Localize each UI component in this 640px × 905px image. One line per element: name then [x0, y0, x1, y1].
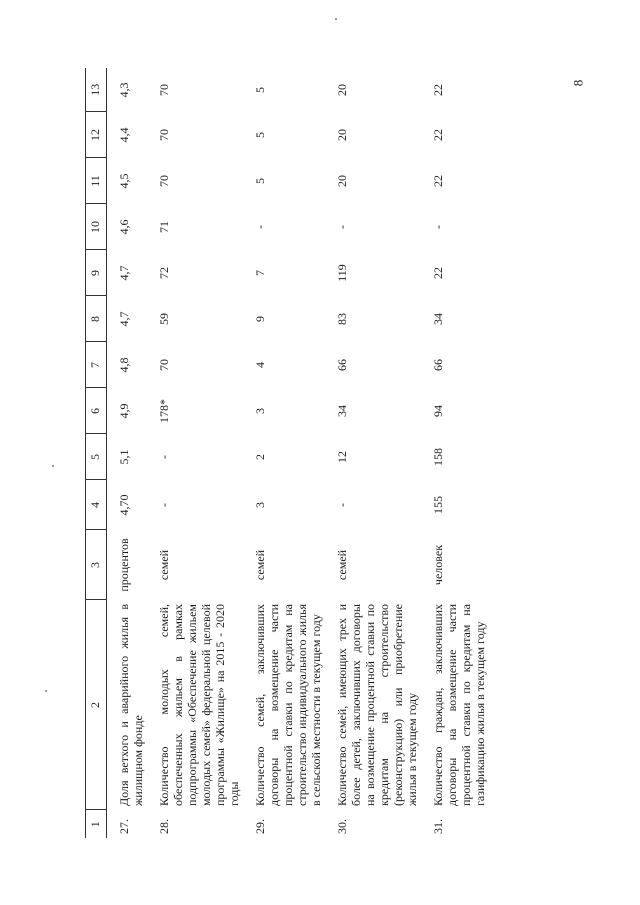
row-number: 30.: [335, 819, 349, 834]
value-cell: -: [431, 225, 445, 229]
table-row: [107, 68, 148, 838]
value-cell: -: [253, 225, 267, 229]
value-cell: 70: [157, 84, 171, 96]
value-cell: -: [157, 455, 171, 459]
value-cell: 70: [157, 359, 171, 371]
unit-cell: семей: [335, 549, 349, 581]
value-cell: 71: [157, 221, 171, 233]
value-cell: 4,5: [117, 173, 131, 189]
value-cell: 5,1: [117, 449, 131, 465]
value-cell: 4,6: [117, 219, 131, 235]
column-header: 4: [86, 480, 107, 530]
value-cell: 4,3: [117, 82, 131, 98]
value-cell: 22: [431, 129, 445, 141]
value-cell: 70: [157, 175, 171, 187]
value-cell: 22: [431, 267, 445, 279]
indicators-table: [85, 68, 489, 838]
value-cell: 4,8: [117, 357, 131, 373]
value-cell: 178*: [157, 399, 171, 423]
value-cell: 158: [431, 448, 445, 466]
value-cell: 155: [431, 496, 445, 514]
value-cell: 12: [335, 451, 349, 463]
value-cell: 4,7: [117, 311, 131, 327]
row-number: 27.: [117, 819, 131, 834]
column-header: 5: [86, 434, 107, 480]
scan-speck: [45, 690, 47, 692]
value-cell: 5: [253, 87, 267, 93]
indicator-name: Количество семей, заключивших договоры на возмещение части процентной ставки по кредитам на строительство индивидуального жилья в сельской местности в текущем году: [253, 604, 323, 806]
value-cell: 94: [431, 405, 445, 417]
value-cell: 3: [253, 502, 267, 508]
value-cell: 83: [335, 313, 349, 325]
value-cell: -: [335, 503, 349, 507]
value-cell: 4: [253, 362, 267, 368]
value-cell: -: [157, 503, 171, 507]
header-row: [86, 68, 107, 838]
value-cell: 20: [335, 175, 349, 187]
unit-cell: семей: [253, 549, 267, 581]
value-cell: 4,7: [117, 265, 131, 281]
value-cell: 22: [431, 175, 445, 187]
table-row: [325, 68, 421, 838]
value-cell: 70: [157, 129, 171, 141]
value-cell: 119: [335, 264, 349, 282]
unit-cell: семей: [157, 549, 171, 581]
value-cell: 9: [253, 316, 267, 322]
value-cell: 22: [431, 84, 445, 96]
value-cell: 66: [335, 359, 349, 371]
indicator-name: Доля ветхого и аварийного жилья в жилищном фонде: [117, 604, 145, 806]
row-number: 31.: [431, 819, 445, 834]
value-cell: 5: [253, 178, 267, 184]
value-cell: 4,4: [117, 127, 131, 143]
column-header: 7: [86, 342, 107, 388]
row-number: 29.: [253, 819, 267, 834]
value-cell: 20: [335, 129, 349, 141]
column-header: 12: [86, 112, 107, 158]
value-cell: 34: [335, 405, 349, 417]
table-row: [243, 68, 325, 838]
column-header: 9: [86, 250, 107, 296]
column-header: 1: [86, 810, 107, 838]
value-cell: 2: [253, 454, 267, 460]
value-cell: 4,70: [117, 494, 131, 516]
value-cell: 59: [157, 313, 171, 325]
column-header: 6: [86, 388, 107, 434]
value-cell: 66: [431, 359, 445, 371]
column-header: 2: [86, 600, 107, 810]
value-cell: 3: [253, 408, 267, 414]
value-cell: 5: [253, 132, 267, 138]
scan-speck: [335, 18, 337, 20]
value-cell: 7: [253, 270, 267, 276]
page-number: 8: [570, 79, 586, 87]
value-cell: 72: [157, 267, 171, 279]
column-header: 8: [86, 296, 107, 342]
indicator-name: Количество граждан, заключивших договоры на возмещение части процентной ставки по кредитам на газификацию жилья в текущем году: [431, 604, 487, 806]
table-row: [147, 68, 243, 838]
column-header: 13: [86, 68, 107, 112]
indicator-name: Количество молодых семей, обеспеченных жильем в рамках подпрограммы «Обеспечение жильем молодых семей» федеральной целевой программы «Жилище» на 2015 - 2020 годы: [157, 604, 241, 806]
value-cell: 20: [335, 84, 349, 96]
column-header: 10: [86, 204, 107, 250]
unit-cell: процентов: [117, 538, 131, 592]
value-cell: 34: [431, 313, 445, 325]
indicator-name: Количество семей, имеющих трех и более детей, заключивших договоры на возмещение процентной ставки по кредитам на строительство (реконструкцию) или приобретение жилья в текущем году: [335, 604, 419, 806]
row-number: 28.: [157, 819, 171, 834]
scan-speck: [52, 465, 54, 467]
table-row: [421, 68, 489, 838]
rotated-table-wrapper: [85, 68, 555, 838]
column-header: 3: [86, 530, 107, 600]
value-cell: -: [335, 225, 349, 229]
column-header: 11: [86, 158, 107, 204]
unit-cell: человек: [431, 544, 445, 586]
value-cell: 4,9: [117, 403, 131, 419]
